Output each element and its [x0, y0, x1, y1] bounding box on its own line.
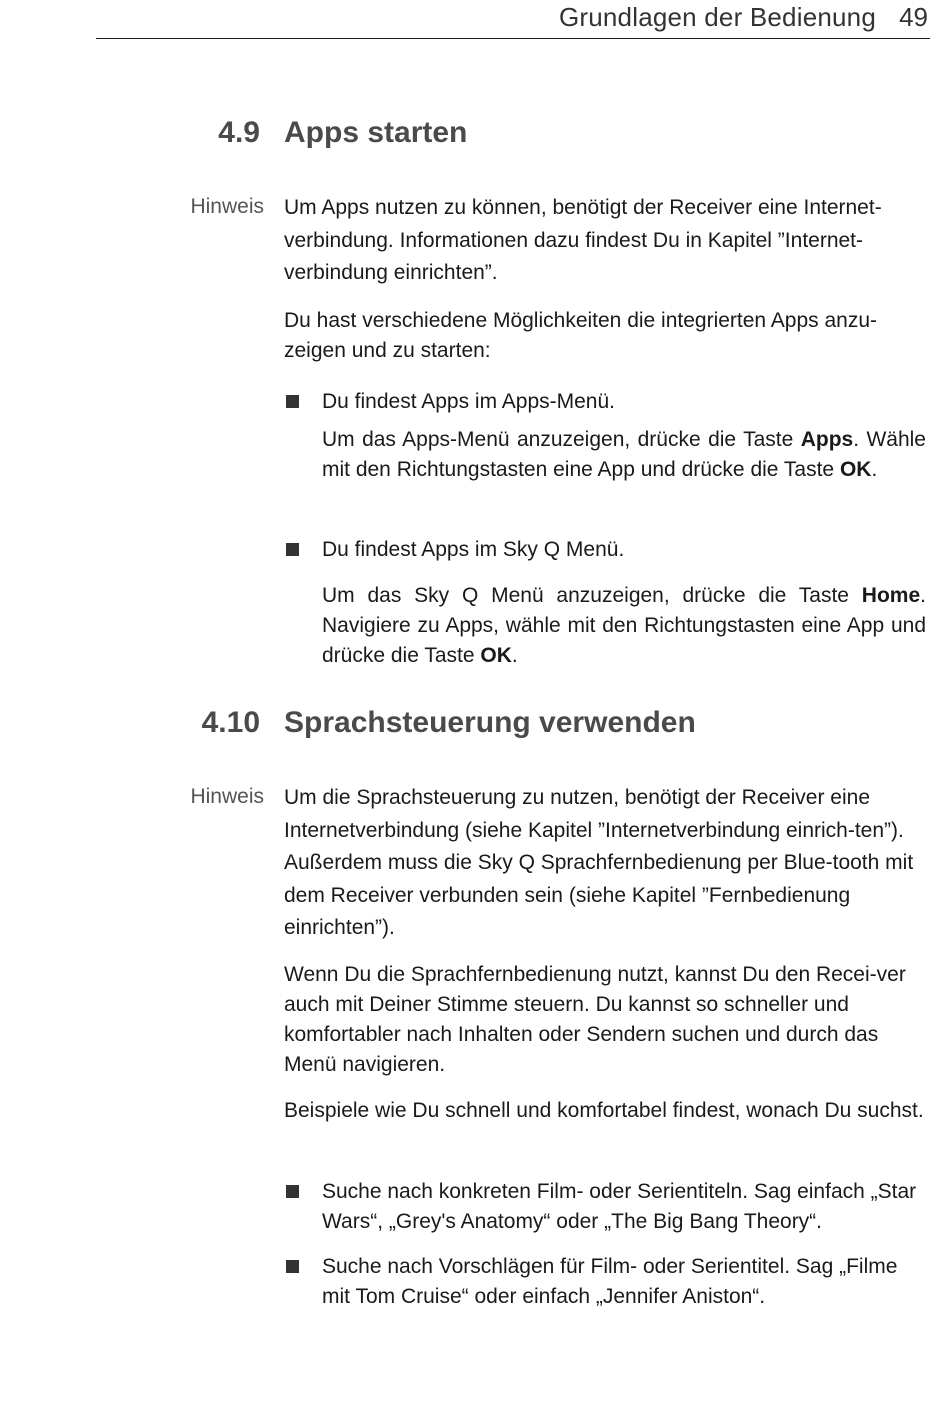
header-title: Grundlagen der Bedienung — [558, 2, 876, 32]
key-name: OK — [839, 458, 872, 481]
bullet-marker — [286, 1260, 299, 1273]
key-name: Apps — [800, 428, 854, 451]
intro-paragraph: Du hast verschiedene Möglichkeiten die integrierten Apps anzu-zeigen und zu starten: — [284, 309, 878, 362]
bullet-item: Suche nach Vorschlägen für Film- oder Serientitel. Sag „Filme mit Tom Cruise“ oder einfach „Jennifer Aniston“. — [322, 1255, 898, 1308]
section-heading-voice — [0, 706, 950, 746]
section-number: 4.9 — [218, 116, 260, 149]
bullet-description: Um das Apps-Menü anzuzeigen, drücke die Taste Apps. Wähle mit den Richtungstasten eine App und drücke die Taste OK. — [322, 428, 926, 481]
note-text: Um Apps nutzen zu können, benötigt der Receiver eine Internet-verbindung. Informationen dazu findest Du in Kapitel ”Internet-verbindung einrichten”. — [284, 196, 882, 284]
bullet-marker — [286, 543, 299, 556]
section-title: Sprachsteuerung verwenden — [284, 706, 696, 739]
bullet-marker — [286, 395, 299, 408]
paragraph: Wenn Du die Sprachfernbedienung nutzt, kannst Du den Recei-ver auch mit Deiner Stimme steuern. Du kannst so schneller und komfortabler nach Inhalten oder Sendern suchen und durch das Menü navigieren. — [284, 963, 906, 1076]
bullet-item: Suche nach konkreten Film- oder Serientiteln. Sag einfach „Star Wars“, „Grey's Anatomy“ oder „The Big Bang Theory“. — [322, 1180, 917, 1233]
bullet-title: Du findest Apps im Sky Q Menü. — [322, 538, 625, 561]
bullet-marker — [286, 1185, 299, 1198]
bullet-description: Um das Sky Q Menü anzuzeigen, drücke die Taste Home. Navigiere zu Apps, wähle mit den Richtungstasten eine App und drücke die Taste OK. — [322, 584, 926, 667]
note-text: Um die Sprachsteuerung zu nutzen, benötigt der Receiver eine Internetverbindung (siehe Kapitel ”Internetverbindung einrich-ten”). Außerdem muss die Sky Q Sprachfernbedienung per Blue-tooth mit dem Receiver verbunden sein (siehe Kapitel ”Fernbedienung einrichten”). — [284, 786, 914, 939]
section-heading-apps — [0, 116, 950, 156]
note-label: Hinweis — [190, 195, 264, 218]
paragraph: Beispiele wie Du schnell und komfortabel findest, wonach Du suchst. — [284, 1099, 924, 1122]
page-number: 49 — [899, 2, 928, 32]
key-name: Home — [861, 584, 921, 607]
key-name: OK — [480, 644, 512, 667]
section-title: Apps starten — [284, 116, 468, 149]
bullet-title: Du findest Apps im Apps-Menü. — [322, 390, 615, 413]
running-header — [96, 0, 930, 39]
section-number: 4.10 — [201, 706, 260, 739]
note-label: Hinweis — [190, 785, 264, 808]
